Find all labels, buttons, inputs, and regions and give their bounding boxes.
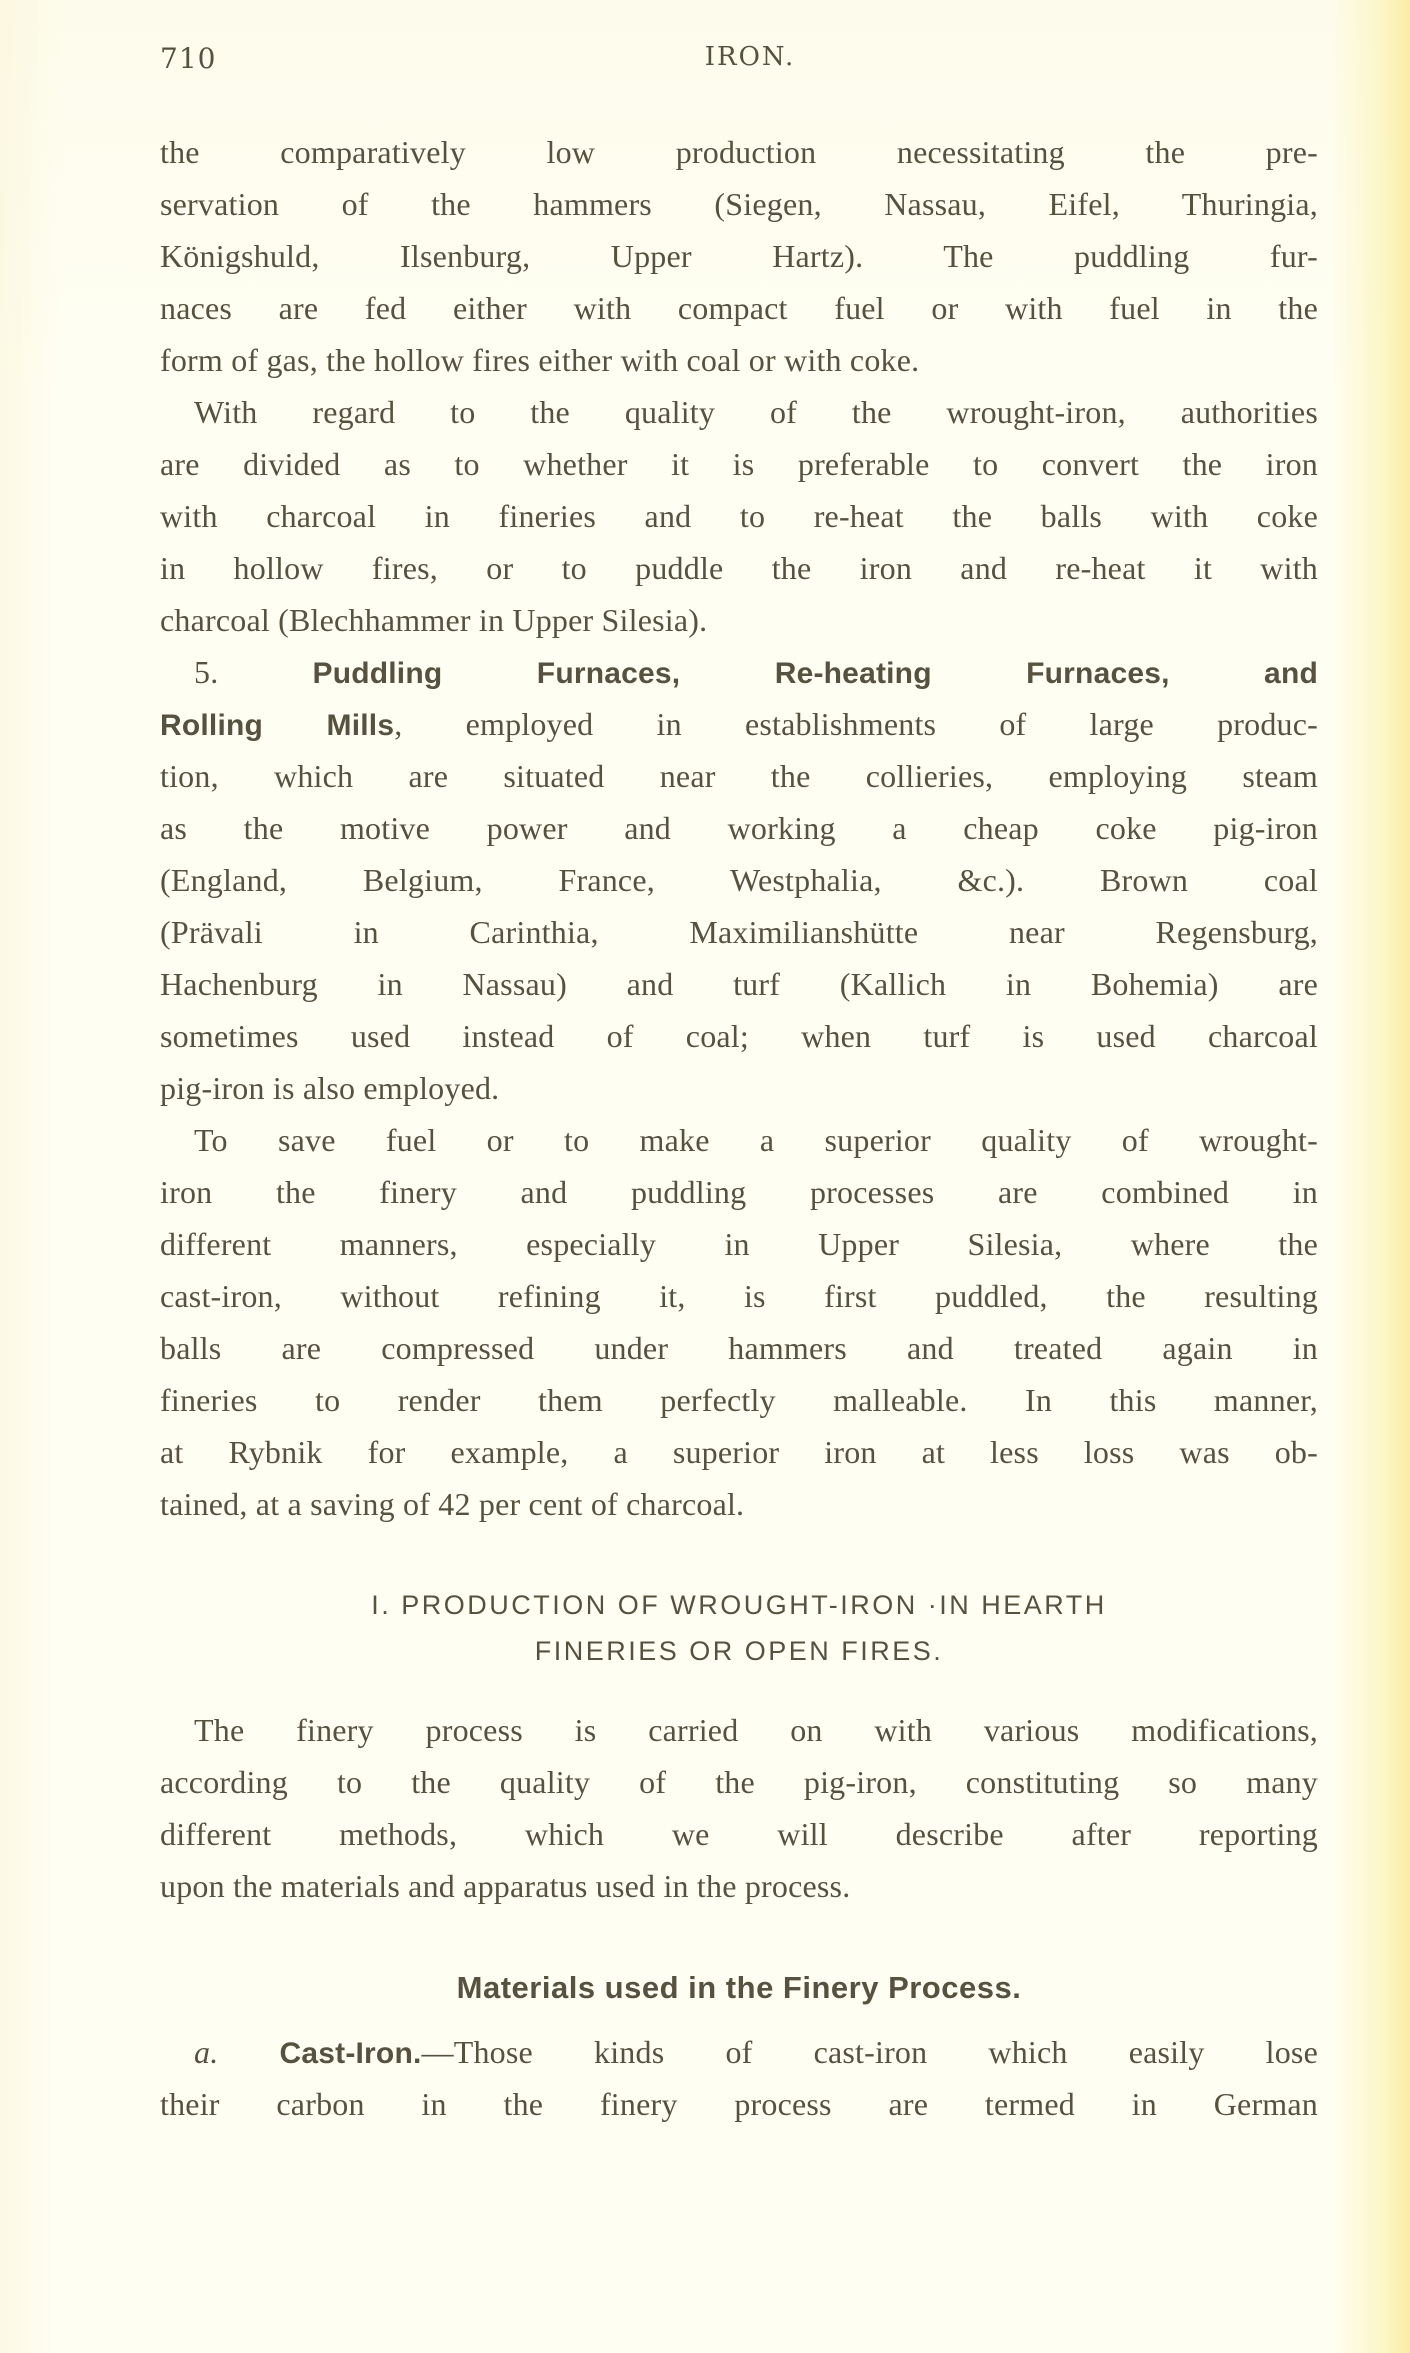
page-number: 710 [160,42,217,75]
text-line: sometimes used instead of coal; when turf is used charcoal [160,1018,1318,1054]
text-line: Hachenburg in Nassau) and turf (Kallich in Bohemia) are [160,966,1318,1002]
text-line: cast-iron, without refining it, is first puddled, the resulting [160,1278,1318,1314]
paragraph-wrought-iron-quality [160,386,1318,646]
paragraph-continuation [160,126,1318,386]
spacer [160,1530,1318,1582]
text-line: with charcoal in fineries and to re-heat the balls with coke [160,498,1318,534]
text-line: the comparatively low production necessitating the pre- [160,134,1318,170]
text-line: their carbon in the finery process are termed in German [160,2086,1318,2122]
section-heading [160,1582,1318,1674]
text-line: in hollow fires, or to puddle the iron and re-heat it with [160,550,1318,586]
paragraph-cast-iron [160,2026,1318,2130]
text-line: at Rybnik for example, a superior iron at less loss was ob- [160,1434,1318,1470]
text-run: , employed in establishments of large produc- [394,706,1318,742]
bold-lead: Puddling Furnaces, Re-heating Furnaces, and [312,657,1318,690]
sub-heading: Materials used in the Finery Process. [456,1970,1022,2005]
text-line: (England, Belgium, France, Westphalia, &c.). Brown coal [160,862,1318,898]
running-head [160,42,1320,92]
text-line: fineries to render them perfectly malleable. In this manner, [160,1382,1318,1418]
text-line: naces are fed either with compact fuel or with fuel in the [160,290,1318,326]
bold-lead: Cast-Iron. [279,2037,422,2070]
text-line: as the motive power and working a cheap coke pig-iron [160,810,1318,846]
text-line: tained, at a saving of 42 per cent of charcoal. [160,1486,745,1522]
running-head-title: IRON. [704,42,796,72]
text-line: form of gas, the hollow fires either with coal or with coke. [160,342,920,378]
text-line: according to the quality of the pig-iron, constituting so many [160,1764,1318,1800]
text-line: charcoal (Blechhammer in Upper Silesia). [160,602,708,638]
page-body [160,126,1318,2130]
text-line: upon the materials and apparatus used in the process. [160,1868,851,1904]
item-label: a. [194,2034,219,2070]
text-line: To save fuel or to make a superior quality of wrought- [194,1122,1318,1158]
text-line: balls are compressed under hammers and treated again in [160,1330,1318,1366]
paragraph-item-5 [160,646,1318,1114]
text-line: iron the finery and puddling processes are combined in [160,1174,1318,1210]
spacer [160,1912,1318,1962]
text-run: —Those kinds of cast-iron which easily lose [421,2034,1318,2070]
text-line: The finery process is carried on with various modifications, [194,1712,1318,1748]
text-line: With regard to the quality of the wrought-iron, authorities [194,394,1318,430]
text-line: different manners, especially in Upper Silesia, where the [160,1226,1318,1262]
text-line: pig-iron is also employed. [160,1070,500,1106]
text-line [160,2026,1318,2078]
spacer [160,1674,1318,1704]
item-number: 5. [194,654,219,690]
bold-lead: Rolling Mills [160,709,395,742]
text-line [160,698,1318,750]
text-line [160,646,1318,698]
section-heading-line: I. PRODUCTION OF WROUGHT-IRON ·IN HEARTH [371,1590,1107,1620]
text-line: are divided as to whether it is preferable to convert the iron [160,446,1318,482]
paragraph-finery-process [160,1704,1318,1912]
text-line: (Prävali in Carinthia, Maximilianshütte near Regensburg, [160,914,1318,950]
text-line: Königshuld, Ilsenburg, Upper Hartz). The puddling fur- [160,238,1318,274]
text-line: tion, which are situated near the collieries, employing steam [160,758,1318,794]
section-heading-line: FINERIES OR OPEN FIRES. [534,1636,944,1666]
text-line: different methods, which we will describe after reporting [160,1816,1318,1852]
text-line: servation of the hammers (Siegen, Nassau, Eifel, Thuringia, [160,186,1318,222]
spacer [160,2014,1318,2026]
paragraph-save-fuel [160,1114,1318,1530]
